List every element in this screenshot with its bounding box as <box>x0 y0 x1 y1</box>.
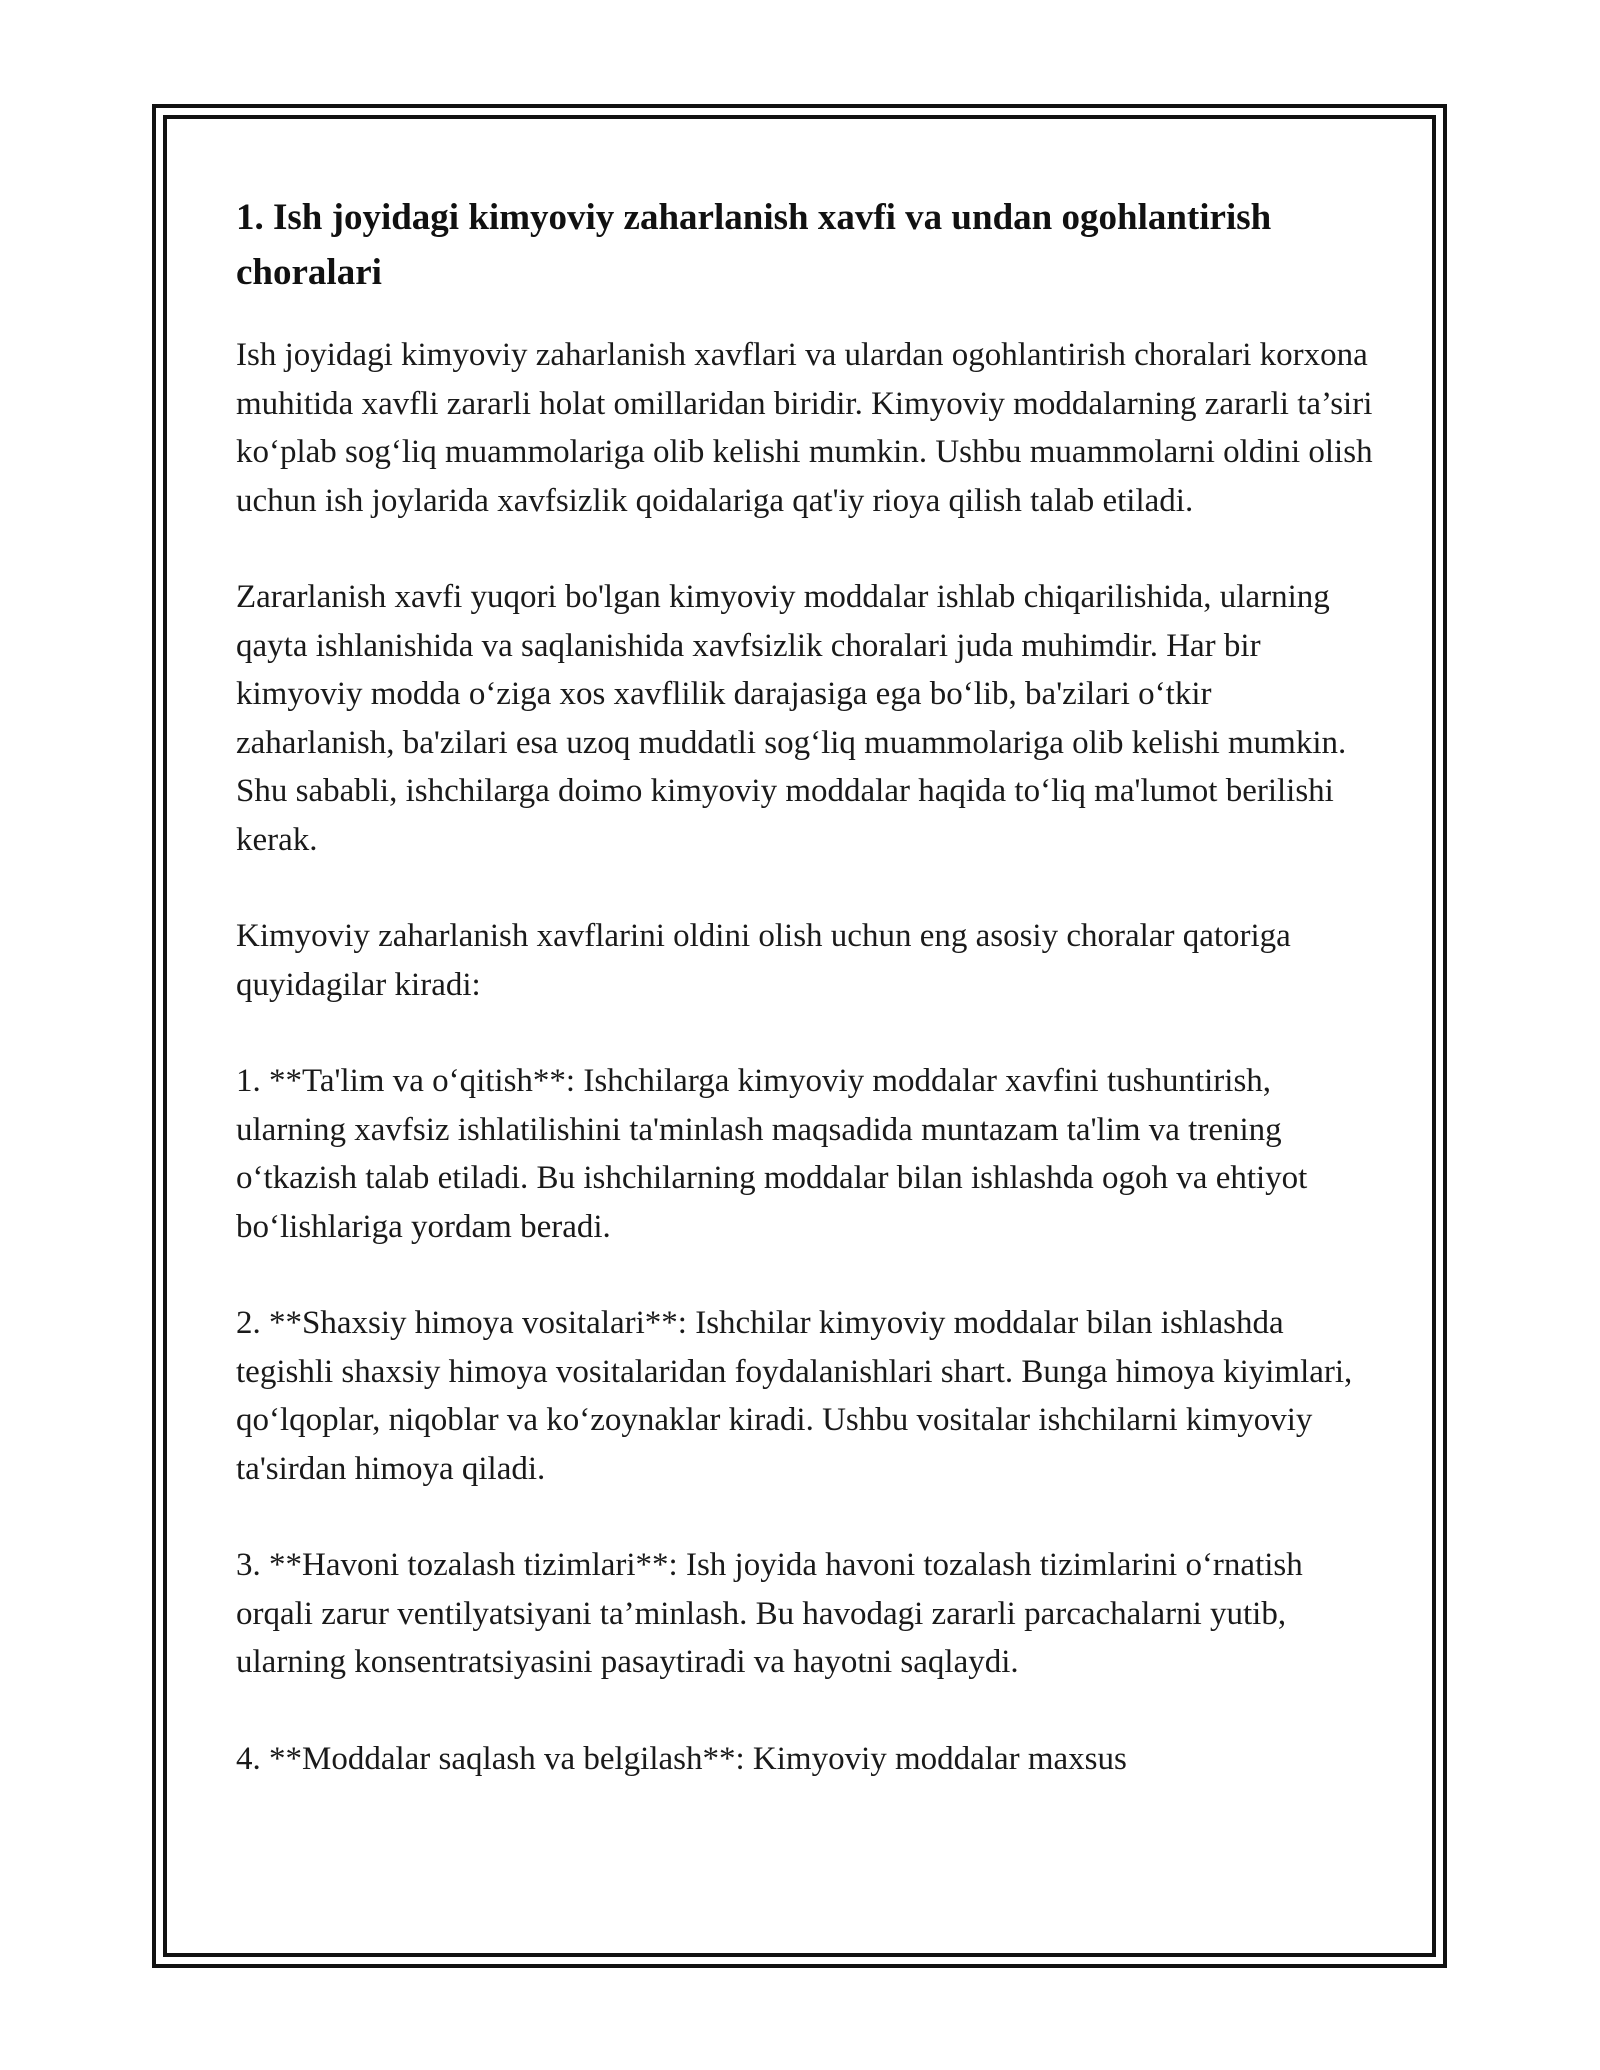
paragraph-measures-intro: Kimyoviy zaharlanish xavflarini oldini olish uchun eng asosiy choralar qatoriga quyidagilar kiradi: <box>236 918 1291 1003</box>
paragraph-intro: Ish joyidagi kimyoviy zaharlanish xavflari va ulardan ogohlantirish choralari korxona muhitida xavfli zararli holat omillaridan biridir. Kimyoviy moddalarning zararli ta’siri ko‘plab sog‘liq muammolariga olib kelishi mumkin. Ushbu muammolarni oldini olish uchun ish joylarida xavfsizlik qoidalariga qat'iy rioya qilish talab etiladi. <box>236 337 1373 519</box>
list-item-storage-labeling: 4. **Moddalar saqlash va belgilash**: Kimyoviy moddalar maxsus <box>236 1740 1127 1777</box>
paragraph-hazard: Zararlanish xavfi yuqori bo'lgan kimyoviy moddalar ishlab chiqarilishida, ularning qayta ishlanishida va saqlanishida xavfsizlik choralari juda muhimdir. Har bir kimyoviy modda o‘ziga xos xavflilik darajasiga ega bo‘lib, ba'zilari o‘tkir zaharlanish, ba'zilari esa uzoq muddatli sog‘liq muammolariga olib kelishi mumkin. Shu sababli, ishchilarga doimo kimyoviy moddalar haqida to‘liq ma'lumot berilishi kerak. <box>236 579 1347 858</box>
document-body <box>236 190 1376 1831</box>
list-item-air-purification: 3. **Havoni tozalash tizimlari**: Ish joyida havoni tozalash tizimlarini o‘rnatish orqali zarur ventilyatsiyani ta’minlash. Bu havodagi zararli parcachalarni yutib, ularning konsentratsiyasini pasaytiradi va hayotni saqlaydi. <box>236 1547 1303 1680</box>
list-item-protective-equipment: 2. **Shaxsiy himoya vositalari**: Ishchilar kimyoviy moddalar bilan ishlashda tegishli shaxsiy himoya vositalaridan foydalanishlari shart. Bunga himoya kiyimlari, qo‘lqoplar, niqoblar va ko‘zoynaklar kiradi. Ushbu vositalar ishchilarni kimyoviy ta'sirdan himoya qiladi. <box>236 1305 1353 1487</box>
list-item-training: 1. **Ta'lim va o‘qitish**: Ishchilarga kimyoviy moddalar xavfini tushuntirish, ularning xavfsiz ishlatilishini ta'minlash maqsadida muntazam ta'lim va trening o‘tkazish talab etiladi. Bu ishchilarning moddalar bilan ishlashda ogoh va ehtiyot bo‘lishlariga yordam beradi. <box>236 1063 1308 1245</box>
section-heading: 1. Ish joyidagi kimyoviy zaharlanish xavfi va undan ogohlantirish choralari <box>236 197 1272 293</box>
